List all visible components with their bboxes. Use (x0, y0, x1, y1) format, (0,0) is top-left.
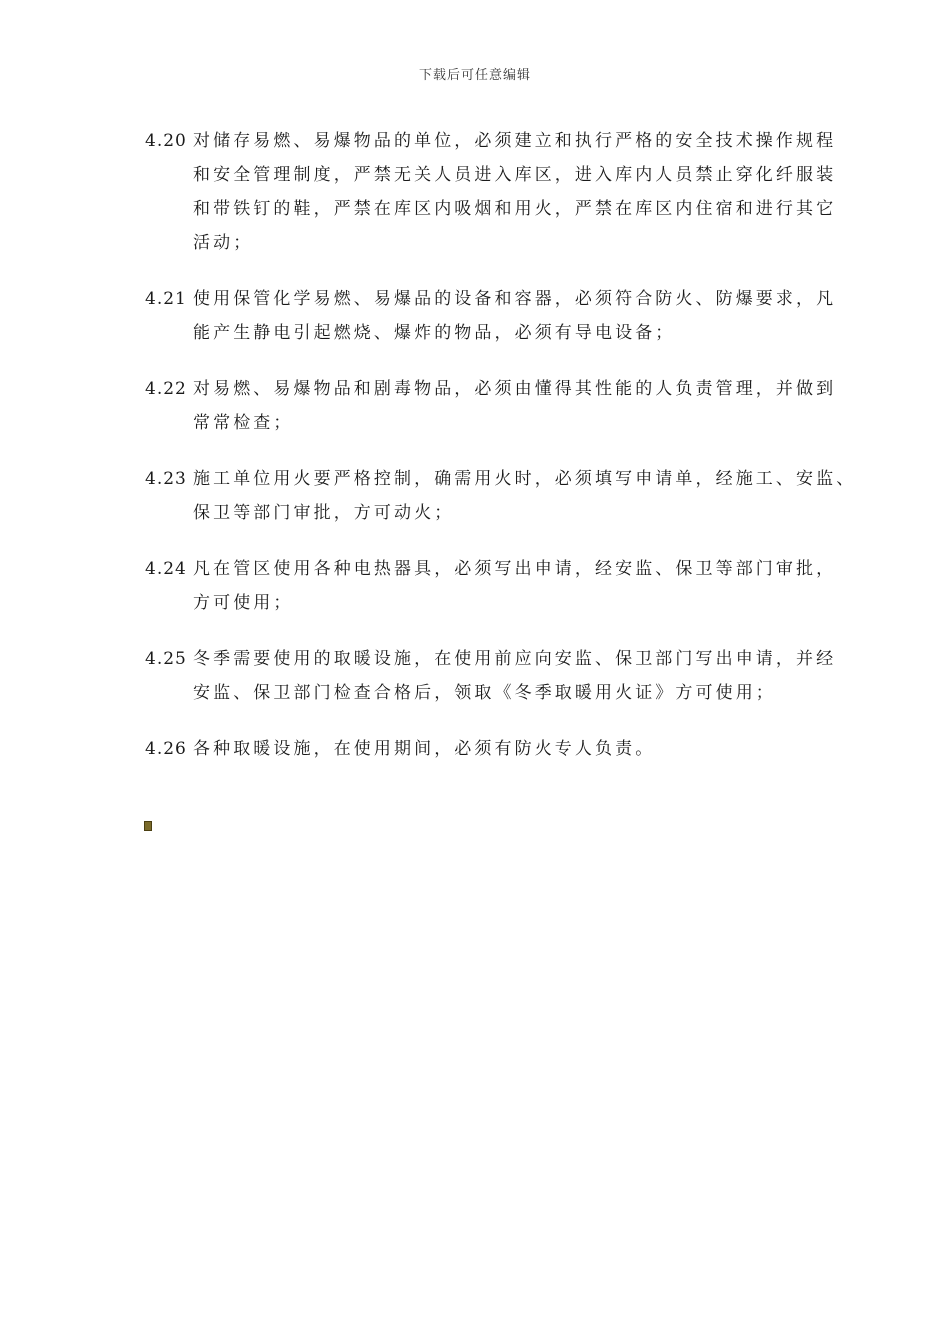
clause-body (193, 642, 836, 710)
clause-number: 4.22 (145, 379, 187, 399)
clause-number: 4.24 (145, 559, 187, 579)
clause-body (193, 124, 836, 260)
clause-line: 方可使用； (193, 593, 294, 613)
clause-body (193, 462, 856, 530)
clause-line: 和安全管理制度，严禁无关人员进入库区，进入库内人员禁止穿化纤服装 (193, 165, 837, 185)
page-header-note: 下载后可任意编辑 (418, 68, 531, 83)
clause-line: 常常检查； (193, 413, 294, 433)
clause-line: 凡在管区使用各种电热器具，必须写出申请，经安监、保卫等部门审批， (193, 559, 837, 579)
clause-line: 使用保管化学易燃、易爆品的设备和容器，必须符合防火、防爆要求，凡 (193, 289, 837, 309)
clause-line: 安监、保卫部门检查合格后，领取《冬季取暖用火证》方可使用； (193, 683, 776, 703)
clause-4-23 (145, 462, 857, 530)
clause-line: 能产生静电引起燃烧、爆炸的物品，必须有导电设备； (193, 323, 676, 343)
clause-line: 施工单位用火要严格控制，确需用火时，必须填写申请单，经施工、安监、 (193, 469, 857, 489)
clause-number: 4.26 (145, 739, 187, 759)
clause-line: 对储存易燃、易爆物品的单位，必须建立和执行严格的安全技术操作规程 (193, 131, 837, 151)
clause-line: 活动； (193, 233, 254, 253)
clause-4-21 (145, 282, 837, 350)
clause-body (193, 732, 825, 766)
clause-body (193, 372, 836, 440)
clause-body (193, 552, 836, 620)
clause-number: 4.25 (145, 649, 187, 669)
clause-body (193, 282, 836, 350)
clause-number: 4.23 (145, 469, 187, 489)
small-marker-icon (144, 821, 152, 831)
clause-number: 4.21 (145, 289, 187, 309)
clause-4-20 (145, 124, 837, 260)
clause-4-24 (145, 552, 837, 620)
clause-line: 保卫等部门审批，方可动火； (193, 503, 455, 523)
clause-number: 4.20 (145, 131, 187, 151)
clause-list (145, 124, 857, 788)
clause-line: 各种取暖设施，在使用期间，必须有防火专人负责。 (193, 739, 656, 759)
clause-4-26 (145, 732, 825, 766)
clause-line: 对易燃、易爆物品和剧毒物品，必须由懂得其性能的人负责管理，并做到 (193, 379, 837, 399)
clause-4-22 (145, 372, 837, 440)
clause-4-25 (145, 642, 837, 710)
clause-line: 和带铁钉的鞋，严禁在库区内吸烟和用火，严禁在库区内住宿和进行其它 (193, 199, 837, 219)
clause-line: 冬季需要使用的取暖设施，在使用前应向安监、保卫部门写出申请，并经 (193, 649, 837, 669)
